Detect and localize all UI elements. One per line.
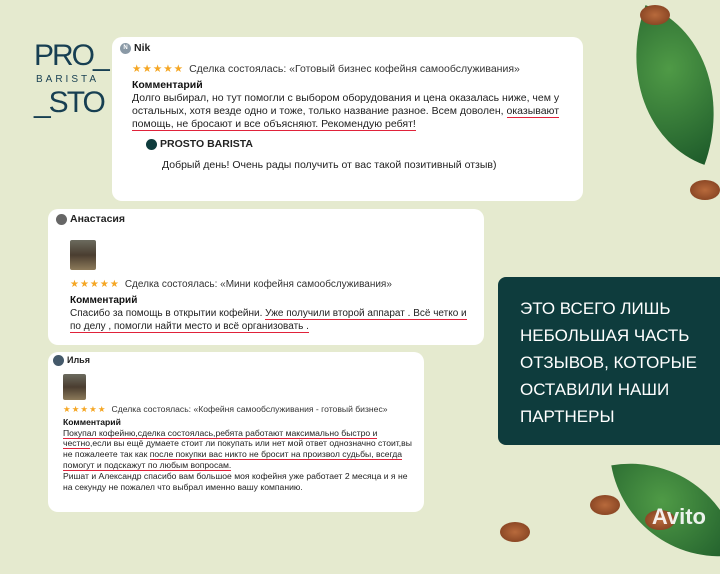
reply-text: Добрый день! Очень рады получить от вас такой позитивный отзыв) [162, 159, 497, 171]
avatar [56, 214, 67, 225]
rating-stars: ★★★★★ [70, 279, 120, 290]
info-panel: ЭТО ВСЕГО ЛИШЬ НЕБОЛЬШАЯ ЧАСТЬ ОТЗЫВОВ, КОТОРЫЕ ОСТАВИЛИ НАШИ ПАРТНЕРЫ [498, 277, 720, 445]
review-card-nik: N Nik ★★★★★ Сделка состоялась: «Готовый бизнес кофейня самообслуживания» Комментарий Долго выбирал, но тут помогли с выбором оборудования и цена оказалась ниже, чем у остальных, хотя везде одно и тоже, только название разное. Всем доволен, оказывают помощь, не бросают и все объясняют. Рекомендую ребят! PROSTO BARISTA Добрый день! Очень рады получить от вас такой позитивный отзыв) [112, 37, 583, 201]
review-card-anastasia: Анастасия ★★★★★ Сделка состоялась: «Мини кофейня самообслуживания» Комментарий Спасибо за помощь в открытии кофейни. Уже получили второй аппарат . Всё четко и по делу , помогли найти место и всё организовать . [48, 209, 484, 345]
coffee-leaf-top [601, 5, 720, 165]
review-photo[interactable] [70, 240, 96, 270]
reply-author: PROSTO BARISTA [146, 138, 575, 151]
avito-watermark: Avito [651, 504, 706, 529]
rating-stars: ★★★★★ [63, 404, 107, 414]
review-author: Илья [53, 355, 416, 366]
rating-stars: ★★★★★ [132, 63, 185, 75]
review-author: N Nik [120, 42, 575, 55]
coffee-bean [690, 180, 720, 200]
review-comment: Долго выбирал, но тут помогли с выбором оборудования и цена оказалась ниже, чем у остальных, хотя везде одно и тоже, только название разное. Всем доволен, оказывают помощь, не бросают и все объясняют. Рекомендую ребят! [132, 92, 560, 130]
avatar: N [120, 43, 131, 54]
review-comment: Покупал кофейню,сделка состоялась,ребята работают максимально быстро и честно,если вы ещё думаете стоит ли покупать или нет мой ответ однозначно стоит,вы не пожалеете так как после покупки вас никто не бросит на произвол судьбы, всегда помогут и подскажут по любым вопросам. [63, 427, 412, 470]
review-comment-end: Ришат и Александр спасибо вам большое моя кофейня уже работает 2 месяца и я не на секунду не пожалел что выбрал именно вашу компанию. [63, 470, 408, 492]
coffee-bean [590, 495, 620, 515]
review-photo[interactable] [63, 374, 86, 400]
review-card-ilya: Илья ★★★★★ Сделка состоялась: «Кофейня самообслуживания - готовый бизнес» Комментарий Покупал кофейню,сделка состоялась,ребята работают максимально быстро и честно,если вы ещё думаете стоит ли покупать или нет мой ответ однозначно стоит,вы не пожалеете так как после покупки вас никто не бросит на произвол судьбы, всегда помогут и подскажут по любым вопросам. Ришат и Александр спасибо вам большое моя кофейня уже работает 2 месяца и я не на секунду не пожалел что выбрал именно вашу компанию. [48, 352, 424, 512]
avatar [53, 355, 64, 366]
brand-avatar [146, 139, 157, 150]
review-author: Анастасия [56, 213, 474, 226]
brand-logo: PRO_ BARISTA _STO [34, 39, 108, 119]
review-comment: Спасибо за помощь в открытии кофейни. Уже получили второй аппарат . Всё четко и по делу , помогли найти место и всё организовать . [70, 308, 467, 332]
coffee-bean [500, 522, 530, 542]
coffee-bean [640, 5, 670, 25]
